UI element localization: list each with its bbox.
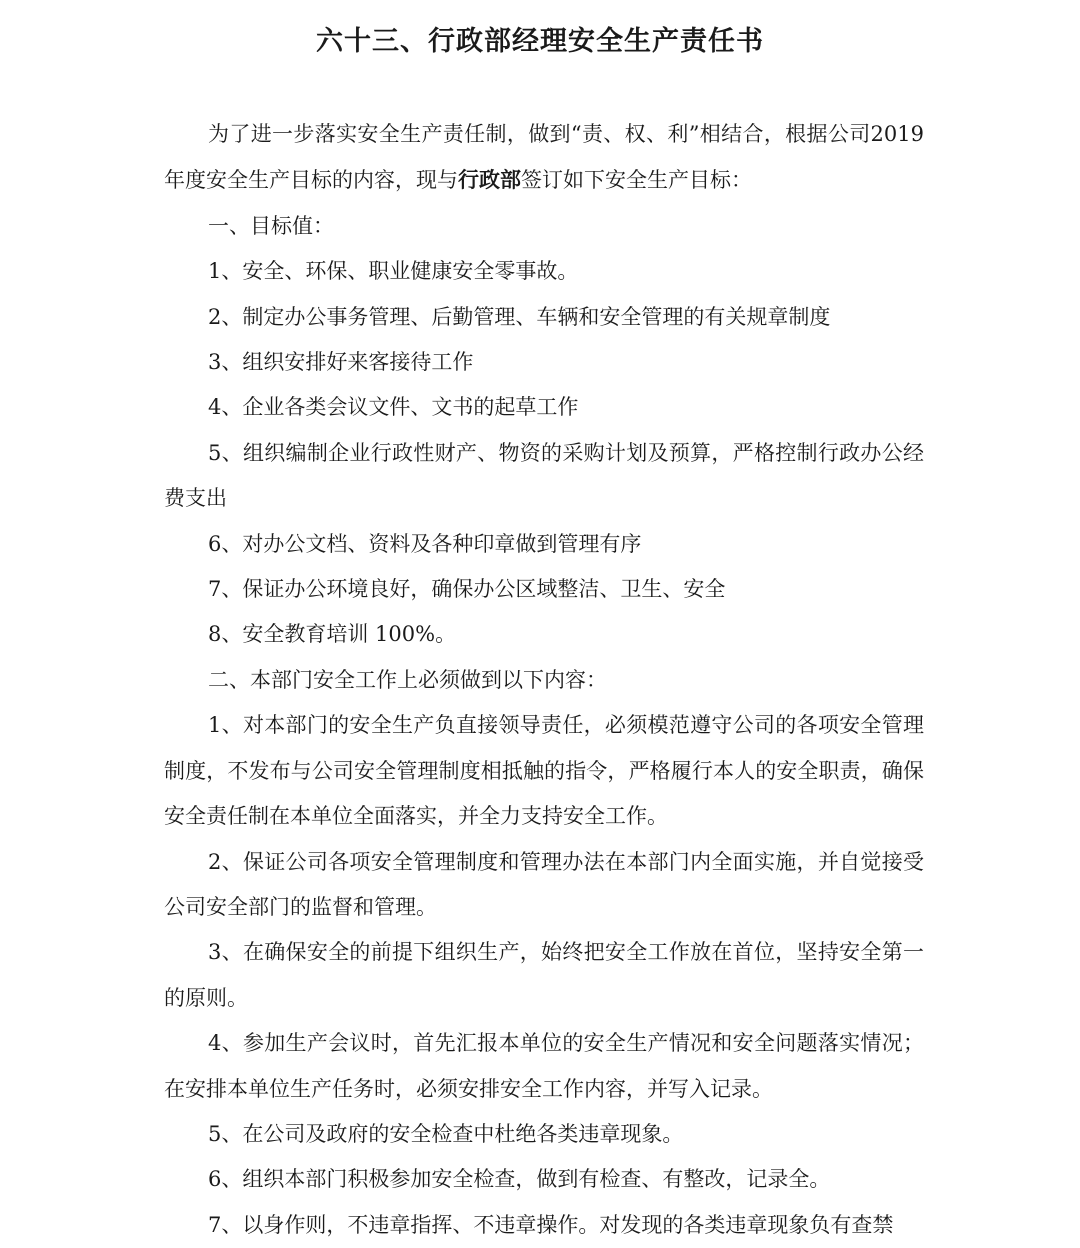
target-item: 7、保证办公环境良好，确保办公区域整洁、卫生、安全 bbox=[208, 577, 726, 602]
section-heading-duties: 二、本部门安全工作上必须做到以下内容： bbox=[208, 667, 607, 692]
target-item: 8、安全教育培训 100%。 bbox=[208, 622, 457, 647]
intro-text-end: 签订如下安全生产目标： bbox=[521, 168, 752, 193]
target-item: 1、安全、环保、职业健康安全零事故。 bbox=[208, 259, 579, 284]
target-item: 2、制定办公事务管理、后勤管理、车辆和安全管理的有关规章制度 bbox=[208, 304, 831, 329]
duty-item: 4、参加生产会议时，首先汇报本单位的安全生产情况和安全问题落实情况；在安排本单位生产任务时，必须安排安全工作内容，并写入记录。 bbox=[164, 1031, 924, 1101]
intro-paragraph bbox=[164, 112, 924, 204]
duty-item: 2、保证公司各项安全管理制度和管理办法在本部门内全面实施，并自觉接受公司安全部门的监督和管理。 bbox=[164, 849, 924, 919]
duty-item: 1、对本部门的安全生产负直接领导责任，必须模范遵守公司的各项安全管理制度，不发布与公司安全管理制度相抵触的指令，严格履行本人的安全职责，确保安全责任制在本单位全面落实，并全力支持安全工作。 bbox=[164, 713, 924, 829]
document-body bbox=[164, 112, 924, 1248]
intro-department: 行政部 bbox=[458, 167, 521, 193]
target-item: 3、组织安排好来客接待工作 bbox=[208, 350, 474, 375]
target-item: 6、对办公文档、资料及各种印章做到管理有序 bbox=[208, 531, 642, 556]
intro-text-start: 为了进一步落实安全生产责任制，做到“责、权、利”相结合，根据公司2019 年度安全生产目标的内容，现与 bbox=[164, 122, 924, 193]
duty-item: 6、组织本部门积极参加安全检查，做到有检查、有整改，记录全。 bbox=[208, 1167, 831, 1192]
duty-item: 7、以身作则，不违章指挥、不违章操作。对发现的各类违章现象负有查禁 bbox=[208, 1212, 894, 1237]
document-title: 六十三、行政部经理安全生产责任书 bbox=[316, 26, 764, 57]
target-item: 5、组织编制企业行政性财产、物资的采购计划及预算，严格控制行政办公经费支出 bbox=[164, 440, 924, 511]
section-heading-targets: 一、目标值： bbox=[208, 213, 334, 238]
duty-item: 3、在确保安全的前提下组织生产，始终把安全工作放在首位，坚持安全第一的原则。 bbox=[164, 940, 924, 1010]
target-item: 4、企业各类会议文件、文书的起草工作 bbox=[208, 395, 579, 420]
duty-item: 5、在公司及政府的安全检查中杜绝各类违章现象。 bbox=[208, 1121, 684, 1146]
